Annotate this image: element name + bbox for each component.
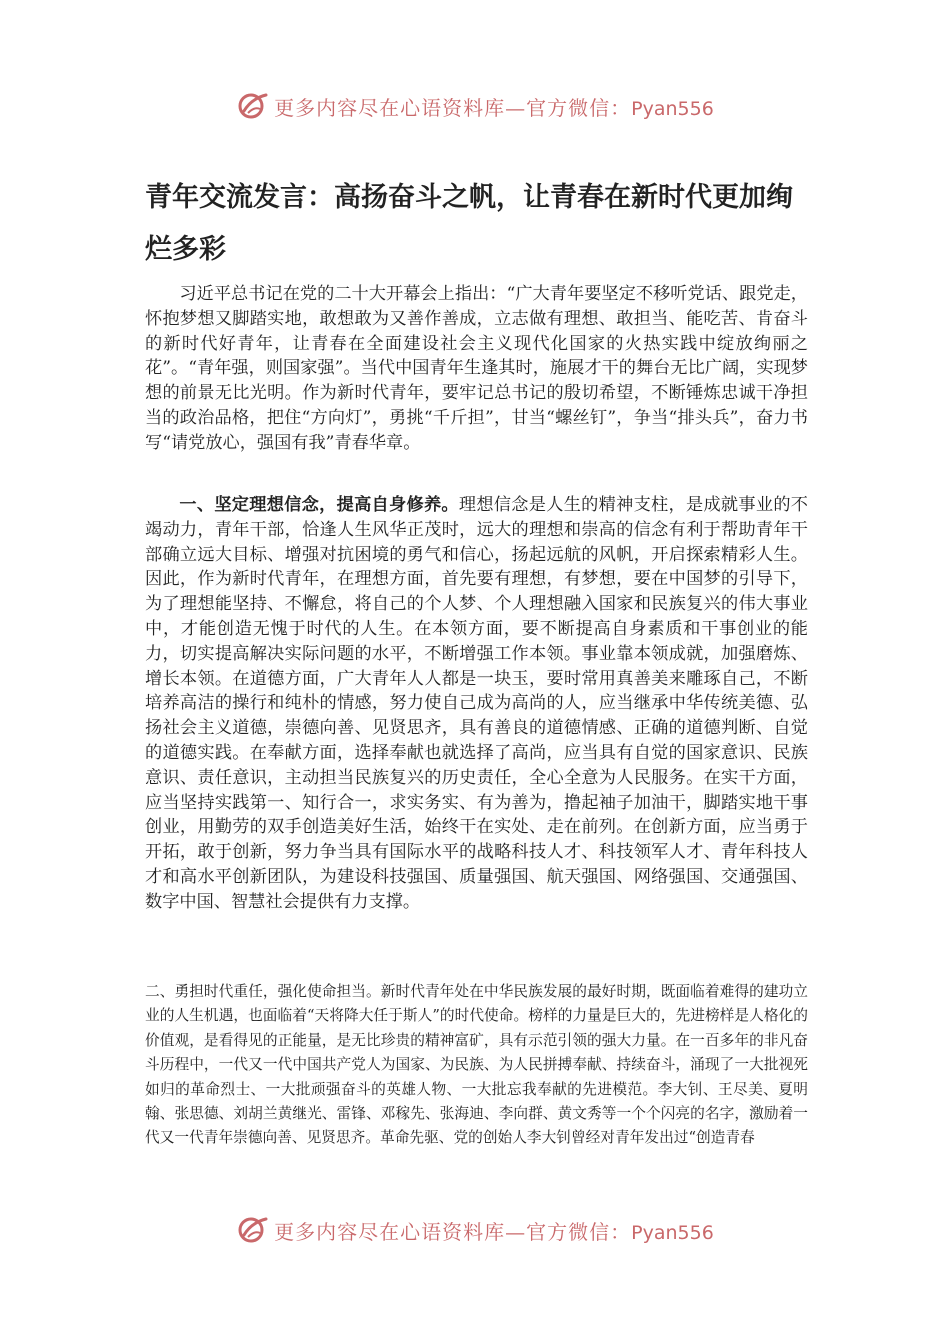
- document-title: 青年交流发言：高扬奋斗之帆，让青春在新时代更加绚烂多彩: [145, 182, 793, 265]
- watermark-footer: [0, 1210, 950, 1250]
- paragraph-lead: 一、坚定理想信念，提高自身修养。: [179, 495, 459, 515]
- watermark-account: Pyan556: [631, 97, 714, 120]
- watermark-header: [0, 86, 950, 126]
- watermark-text: 更多内容尽在心语资料库—官方微信：: [274, 95, 632, 120]
- watermark-account: Pyan556: [631, 1221, 714, 1244]
- paragraph-text: 习近平总书记在党的二十大开幕会上指出：“广大青年要坚定不移听党话、跟党走，怀抱梦想又脚踏实地，敢想敢为又善作善成，立志做有理想、敢担当、能吃苦、肯奋斗的新时代好青年，让青春在全面建设社会主义现代化国家的火热实践中绽放绚丽之花”。“青年强，则国家强”。当代中国青年生逢其时，施展才干的舞台无比广阔，实现梦想的前景无比光明。作为新时代青年，要牢记总书记的殷切希望，不断锤炼忠诚干净担当的政治品格，把住“方向灯”，勇挑“千斤担”，甘当“螺丝钉”，争当“排头兵”，奋力书写“请党放心，强国有我”青春华章。: [145, 284, 808, 453]
- paragraph-section-two: [145, 980, 808, 1151]
- calligraphy-swirl-logo-icon: [236, 1213, 270, 1247]
- watermark-text: 更多内容尽在心语资料库—官方微信：: [274, 1219, 632, 1244]
- calligraphy-swirl-logo-icon: [236, 89, 270, 123]
- paragraph-section-one: [145, 493, 808, 915]
- paragraph-intro: [145, 282, 808, 456]
- paragraph-text: 二、勇担时代重任，强化使命担当。新时代青年处在中华民族发展的最好时期，既面临着难得的建功立业的人生机遇，也面临着“天将降大任于斯人”的时代使命。榜样的力量是巨大的，先进榜样是人格化的价值观，是看得见的正能量，是无比珍贵的精神富矿，具有示范引领的强大力量。在一百多年的非凡奋斗历程中，一代又一代中国共产党人为国家、为民族、为人民拼搏奉献、持续奋斗，涌现了一大批视死如归的革命烈士、一大批顽强奋斗的英雄人物、一大批忘我奉献的先进模范。李大钊、王尽美、夏明翰、张思德、刘胡兰黄继光、雷锋、邓稼先、张海迪、李向群、黄文秀等一个个闪亮的名字，激励着一代又一代青年崇德向善、见贤思齐。革命先驱、党的创始人李大钊曾经对青年发出过“创造青春: [145, 983, 808, 1147]
- paragraph-text: 理想信念是人生的精神支柱，是成就事业的不竭动力，青年干部，恰逢人生风华正茂时，远大的理想和崇高的信念有利于帮助青年干部确立远大目标、增强对抗困境的勇气和信心，扬起远航的风帆，开启探索精彩人生。因此，作为新时代青年，在理想方面，首先要有理想，有梦想，要在中国梦的引导下，为了理想能坚持、不懈怠，将自己的个人梦、个人理想融入国家和民族复兴的伟大事业中，才能创造无愧于时代的人生。在本领方面，要不断提高自身素质和干事创业的能力，切实提高解决实际问题的水平，不断增强工作本领。事业靠本领成就，加强磨炼、增长本领。在道德方面，广大青年人人都是一块玉，要时常用真善美来雕琢自己，不断培养高洁的操行和纯朴的情感，努力使自己成为高尚的人，应当继承中华传统美德、弘扬社会主义道德，崇德向善、见贤思齐，具有善良的道德情感、正确的道德判断、自觉的道德实践。在奉献方面，选择奉献也就选择了高尚，应当具有自觉的国家意识、民族意识、责任意识，主动担当民族复兴的历史责任，全心全意为人民服务。在实干方面，应当坚持实践第一、知行合一，求实务实、有为善为，撸起袖子加油干，脚踏实地干事创业，用勤劳的双手创造美好生活，始终干在实处、走在前列。在创新方面，应当勇于开拓，敢于创新，努力争当具有国际水平的战略科技人才、科技领军人才、青年科技人才和高水平创新团队，为建设科技强国、质量强国、航天强国、网络强国、交通强国、数字中国、智慧社会提供有力支撑。: [145, 495, 808, 912]
